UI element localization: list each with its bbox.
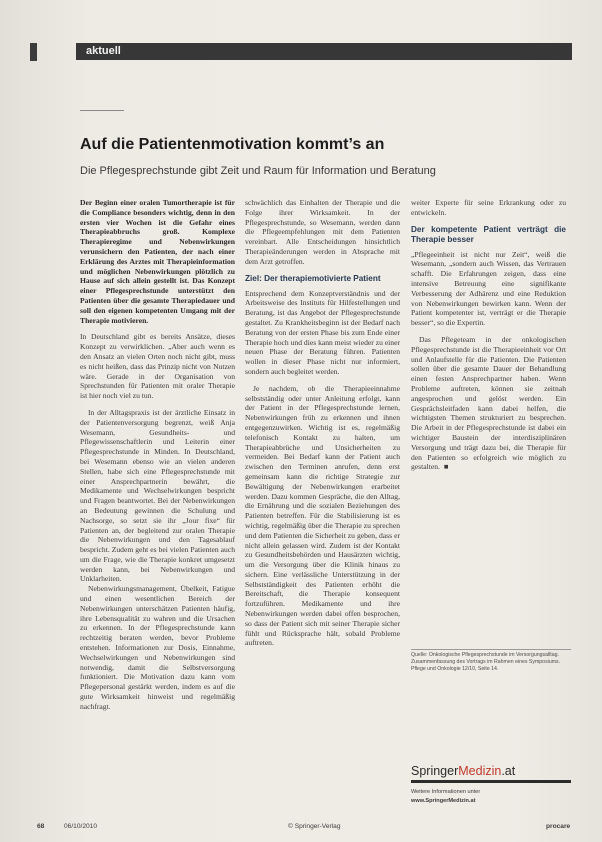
body-paragraph: In Deutschland gibt es bereits Ansätze, dieses Konzept zu verwirklichen. „Aber auch wenn es den Ansatz an vielen Orten noch nicht gibt, muss es nicht heißen, dass das Prinzip nicht von Nutzen wäre. Gerade in der Organisation von Sprechstunden für Patienten mit oraler Therapie ist hier noch viel zu tun. [80,332,235,401]
body-paragraph: In der Alltagspraxis ist der ärztliche Einsatz in der Patientenversorgung begrenzt, weiß Anja Wesemann, Gesundheits- und Pflegewissenschaftlerin und Leiterin einer Pflegesprechstunde in Minden. In Deutschland, bei Wesemann ebenso wie an vielen anderen Stellen, habe sich eine Pflegesprechstunde mit einer Ansprechpartnerin bewährt, die Medikamente und Wechselwirkungen bespricht und Fragen beantwortet. Bei der Nebenwirkungen an Bedeutung gewinnen die Schulung und Nachsorge, so setzt sie ihr „Jour fixe“ für Patienten an, der begleitend zur oralen Therapie die Nebenwirkungen und den Tagesablauf bespricht. Zudem geht es bei vielen Patienten auch um die Frage, wie die Therapie konkret umgesetzt werden kann, bei Nebenwirkungen und Unklarheiten. [80,407,235,584]
logo-springer-text: Springer [411,764,459,778]
section-label: aktuell [86,45,121,57]
article-subtitle: Die Pflegesprechstunde gibt Zeit und Raum für Information und Beratung [80,165,436,177]
column-1 [80,198,235,712]
body-paragraph: Je nachdem, ob die Therapieeinnahme selbstständig oder unter Anleitung erfolgt, kann der Patient in der Pflegesprechstunde lernen, Nebenwirkungen früh zu erkennen und ihnen entgegenzuwirken. Wichtig ist es, regelmäßig telefonisch Kontakt zu halten, um Therapieabbrüche und Unsicherheiten zu vermeiden. Bei Bedarf kann der Patient auch zwischen den Terminen anrufen, denn erst gemeinsam kann die richtige Strategie zur Bewältigung der Nebenwirkungen erarbeitet werden. Dazu kommen Gespräche, die den Alltag, die Ernährung und die sozialen Beziehungen des Patienten betreffen. Für die Stabilisierung ist es wichtig, regelmäßig über die Therapie zu sprechen und dem Patienten die Sicherheit zu geben, dass er nicht allein gelassen wird. Zudem ist der Kontakt zu Gesundheitsbehörden und Hausärzten wichtig, um die Versorgung über die Klinik hinaus zu sichern. Eine verlässliche Unterstützung in der Selbstständigkeit des Patienten erhöht die Bereitschaft, die Therapie konsequent fortzuführen. Medikamente und ihre Nebenwirkungen werden dabei offen besprochen, so dass der Patient sich mit seiner Therapie sicher fühlt und Rücksprache hält, sobald Probleme auftreten. [245,383,400,648]
section-header-bar [76,43,572,60]
body-paragraph [411,335,566,472]
body-paragraph: Nebenwirkungsmanagement, Übelkeit, Fatigue und einen wesentlichen Bereich der Nebenwirkungen unterschätzen Patienten häufig, ihre Lebensqualität zu wahren und die Ursachen zu erkennen. In der Pflegesprechstunde kann rechtzeitig beraten werden, bevor Probleme entstehen. Informationen zur Dosis, Einnahme, Wechselwirkungen und Nebenwirkungen sind notwendig, damit die Selbstversorgung funktioniert. Die Motivation dazu kann vom Pflegepersonal gestärkt werden, indem es auf die gute Wirksamkeit hinweist und regelmäßig nachfragt. [80,584,235,711]
body-paragraph: schwächlich das Einhalten der Therapie und die Folge ihrer Wirksamkeit. In der Pflegesprechstunde, so Wesemann, werden dann die Pflegeempfehlungen mit dem Patienten vereinbart. Alle Entscheidungen hinsichtlich Therapieänderungen werden in Absprache mit dem Arzt getroffen. [245,198,400,266]
logo-medizin-text: Medizin [458,764,502,778]
page-number: 68 [37,823,45,830]
body-paragraph: „Pflegeeinheit ist nicht nur Zeit“, weiß die Wesemann, „sondern auch Wissen, das Vertrauen schafft. Die Erfahrungen zeigen, dass eine intensive Betreuung eine signifikante Verbesserung der Adhärenz und eine Reduktion von Nebenwirkungen bewirken kann. Wenn der Patient kompetenter ist, verträgt er die Therapie besser“, so die Expertin. [411,249,566,328]
section-marker [30,43,37,61]
section-heading: Ziel: Der therapiemotivierte Patient [245,273,381,283]
logo-info-text: Weitere Informationen unter [411,789,481,795]
body-paragraph: Entsprechend dem Konzeptverständnis und der Arbeitsweise des Instituts für Hilfestellungen und Beratung, ist das Angebot der Pflegesprechstunde gestaltet. Zu Krankheitsbeginn ist der Bedarf nach Beratung von der ersten Phase bis zum Ende einer Therapie hoch und dies kann meist wieder zu einer neuen Phase der Beratung führen. Patienten wollen in dieser Phase nicht nur informiert, sondern auch begleitet werden. [245,288,400,376]
column-3 [411,198,566,472]
publisher: © Springer-Verlag [288,823,341,830]
source-note: Quelle: Onkologische Pflegesprechstunde im Versorgungsalltag. Zusammenfassung des Vortrags im Rahmen eines Symposiums. Pflege und Onkologie 12/10, Seite 14. [411,652,561,672]
article-title: Auf die Patientenmotivation kommt’s an [80,136,385,153]
magazine-name: procare [546,823,571,830]
springer-medizin-logo[interactable] [411,764,515,778]
logo-url-link[interactable]: www.SpringerMedizin.at [411,798,476,804]
body-paragraph-text: Das Pflegeteam in der onkologischen Pflegesprechstunde ist die Therapieeinheit vor Ort und Anlaufstelle für die Patienten. Die Patienten sollen über die gesamte Dauer der Behandlung einen festen Ansprechpartner haben. Wenn Probleme auftreten, können sie zeitnah angesprochen und gelöst werden. Ein Gesprächsleitfaden kann dabei helfen, die wichtigsten Themen strukturiert zu besprechen. Die Arbeit in der Pflegesprechstunde ist dabei ein wichtiger Baustein der interdisziplinären Versorgung und trägt dazu bei, die Therapie für den Patienten so erfolgreich wie möglich zu gestalten. [411,334,566,472]
body-paragraph: weiter Experte für seine Erkrankung oder zu entwickeln. [411,198,566,217]
logo-bar [411,780,571,783]
source-rule [411,649,571,650]
issue-date: 06/10/2010 [64,823,98,830]
title-rule [80,110,124,111]
end-mark: ■ [443,462,449,472]
section-heading: Der kompetente Patient verträgt die Therapie besser [411,224,566,244]
column-2 [245,198,400,648]
logo-at-text: .at [501,764,516,778]
lead-paragraph: Der Beginn einer oralen Tumortherapie ist für die Compliance besonders wichtig, denn in den ersten vier Wochen ist die Gefahr eines Therapieabbruchs groß. Komplexe Therapieregime und Nebenwirkungen verunsichern den Patienten, der nach einer Erklärung des Arztes mit Therapieinformation und möglichen Nebenwirkungen plötzlich zu Hause auf sich allein gestellt ist. Das Konzept einer Pflegesprechstunde unterstützt den Patienten über die gesamte Therapiedauer und soll den eigenen kompetenten Umgang mit der Therapie motivieren. [80,198,235,325]
